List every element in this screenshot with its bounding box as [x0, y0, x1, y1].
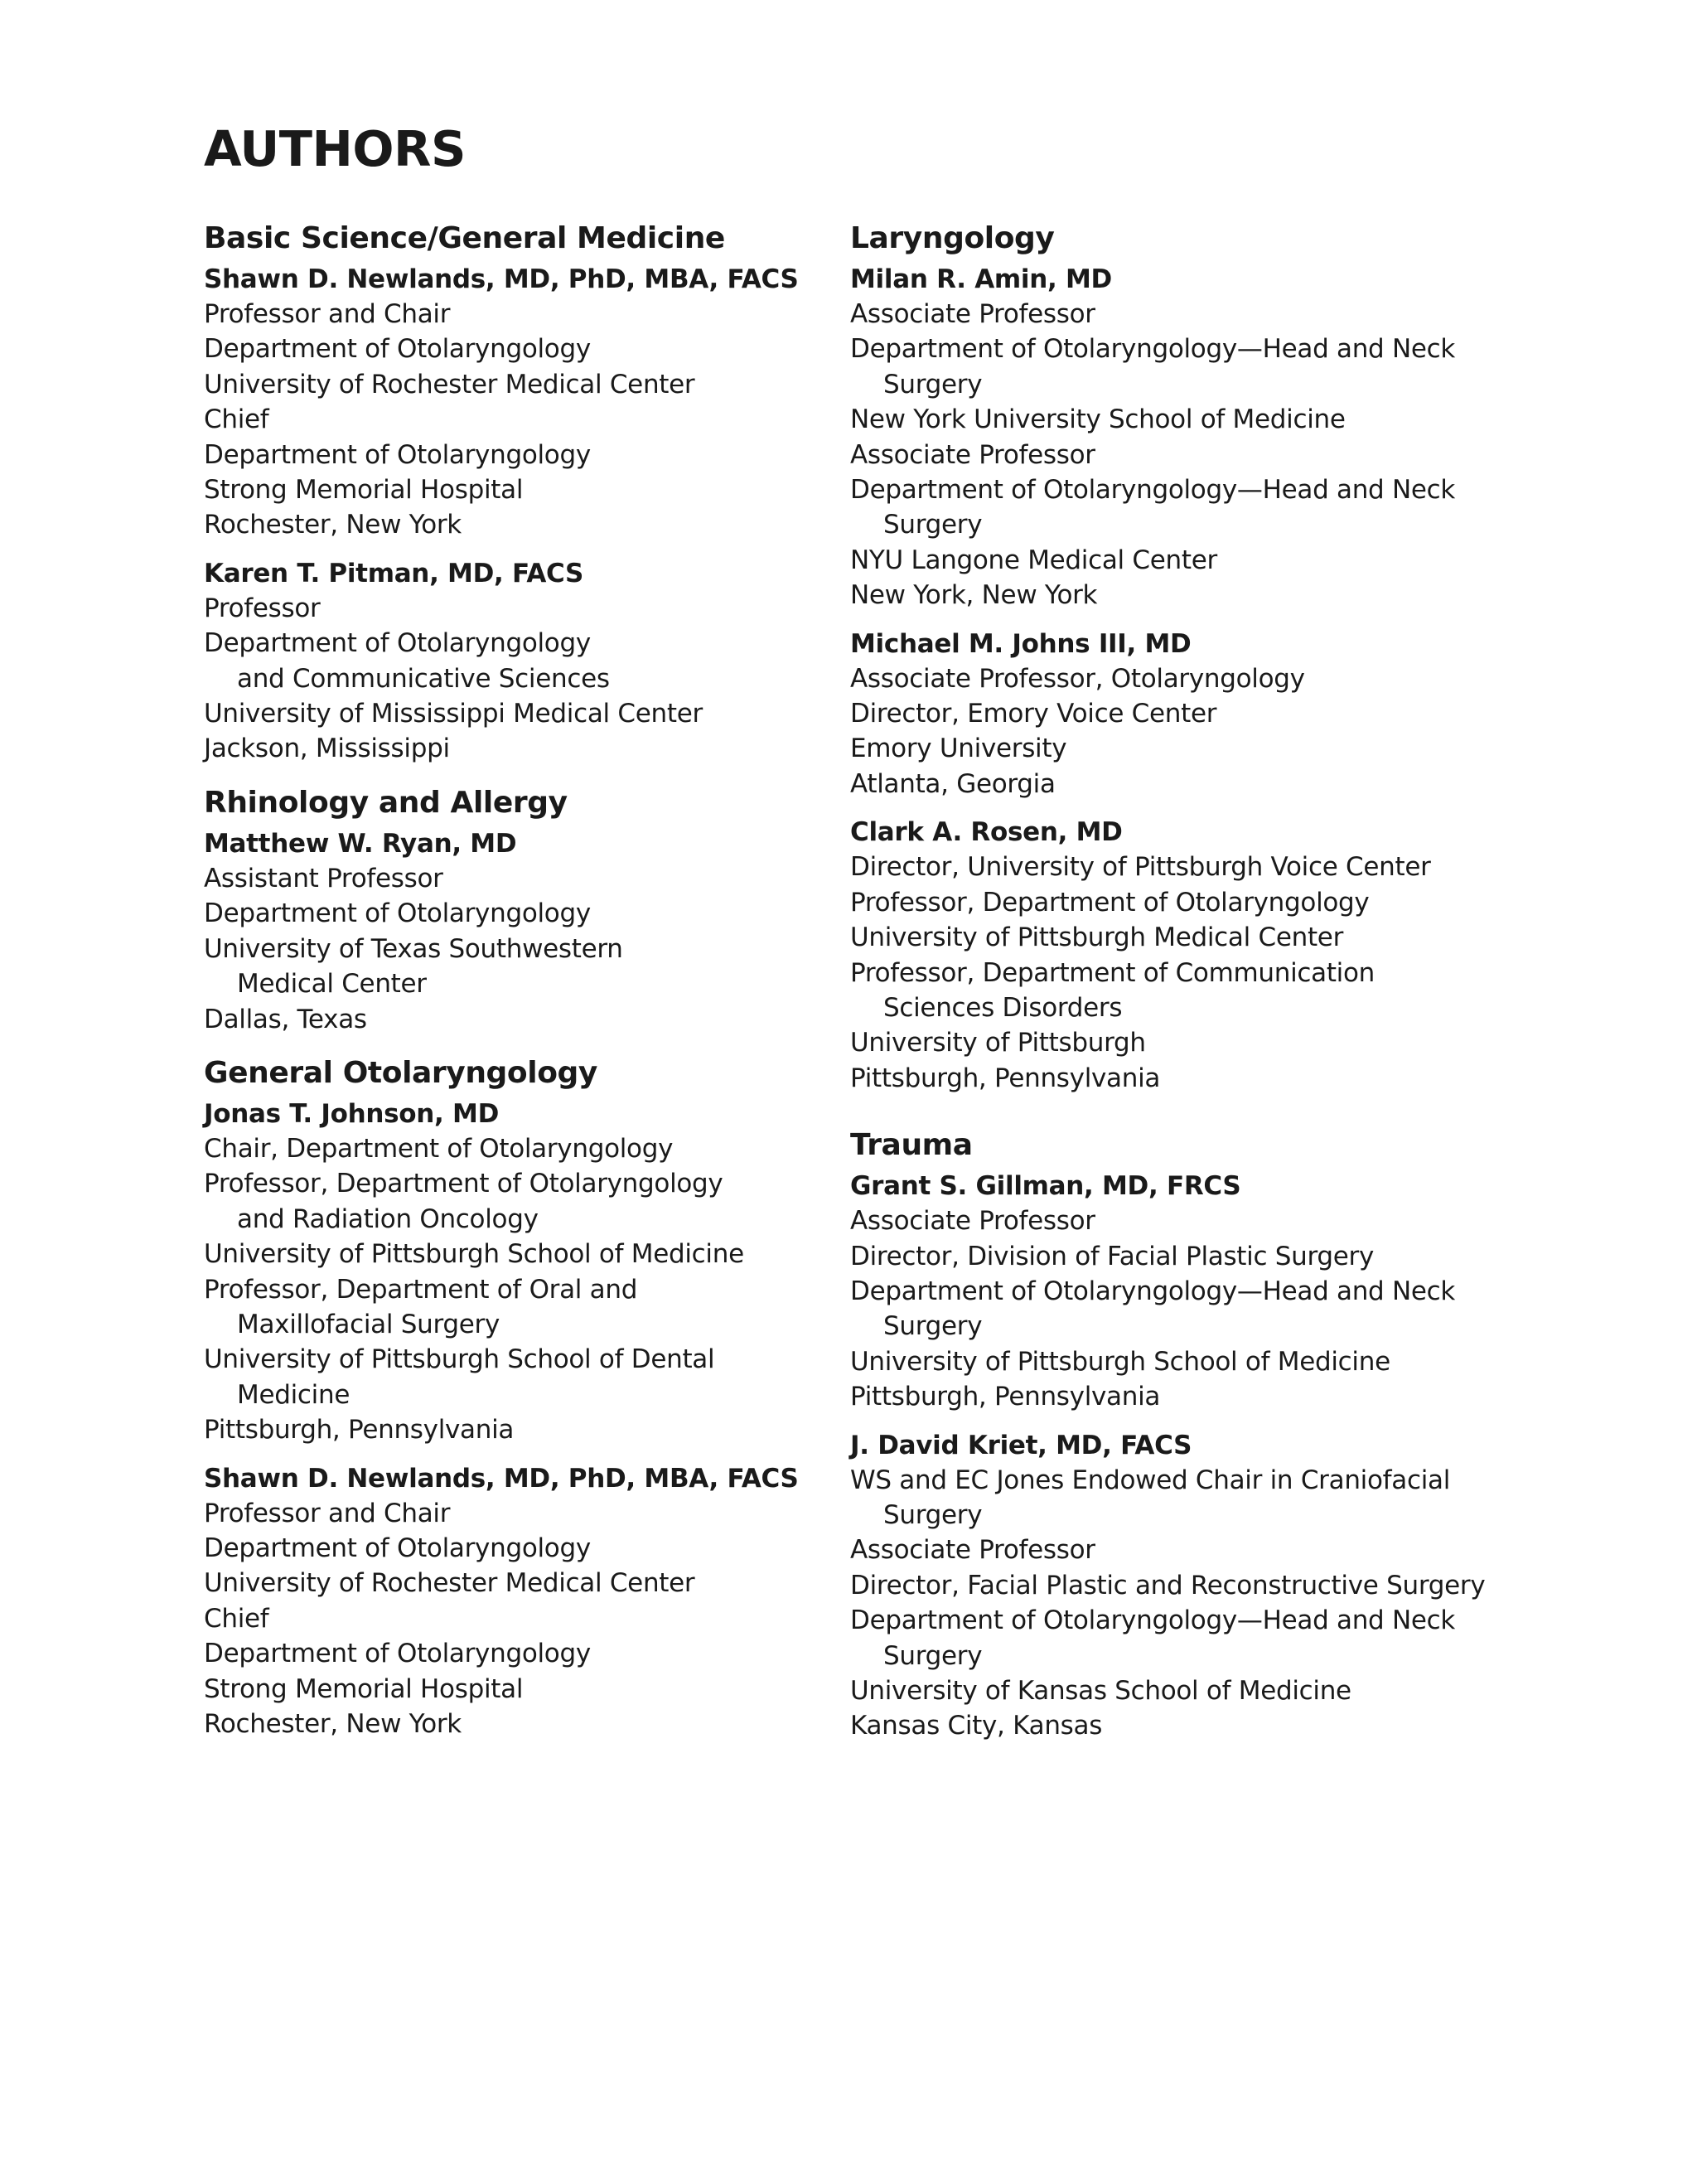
author-entry [204, 826, 834, 1037]
affiliation-line: Department of Otolaryngology—Head and Neck [850, 1276, 1456, 1306]
affiliation-line: Surgery [883, 1499, 983, 1530]
author-entry [850, 627, 1496, 802]
affiliation-line: Professor [204, 593, 321, 623]
affiliation-line: University of Rochester Medical Center [204, 1568, 695, 1599]
author-entry [850, 262, 1496, 613]
affiliation-line: University of Pittsburgh Medical Center [850, 923, 1344, 953]
affiliation-line: Department of Otolaryngology [204, 628, 591, 659]
affiliation-line: Department of Otolaryngology—Head and Neck [850, 475, 1456, 506]
affiliation-line: Medicine [237, 1379, 351, 1410]
affiliation-line: Dallas, Texas [204, 1004, 367, 1034]
affiliation-line: Director, Emory Voice Center [850, 699, 1217, 729]
author-name: Shawn D. Newlands, MD, PhD, MBA, FACS [204, 1463, 799, 1494]
affiliation-line: and Communicative Sciences [237, 663, 610, 694]
author-entry [850, 1428, 1496, 1744]
affiliation-line: University of Rochester Medical Center [204, 369, 695, 400]
affiliation-line: Department of Otolaryngology [204, 898, 591, 929]
section-heading: Trauma [850, 1128, 973, 1163]
author-entry [204, 262, 834, 543]
affiliation-line: Associate Professor [850, 299, 1095, 329]
affiliation-line: New York University School of Medicine [850, 404, 1346, 435]
affiliation-line: Emory University [850, 734, 1067, 764]
affiliation-line: Strong Memorial Hospital [204, 475, 524, 506]
author-section [204, 1050, 834, 1742]
affiliation-line: Pittsburgh, Pennsylvania [850, 1063, 1161, 1093]
affiliation-line: University of Pittsburgh School of Medicine [204, 1239, 744, 1270]
affiliation-line: Chief [204, 1603, 269, 1634]
author-name: Shawn D. Newlands, MD, PhD, MBA, FACS [204, 264, 799, 294]
author-name: Jonas T. Johnson, MD [204, 1098, 500, 1129]
affiliation-line: Maxillofacial Surgery [237, 1309, 500, 1339]
affiliation-line: University of Pittsburgh [850, 1028, 1146, 1058]
author-section [204, 215, 834, 767]
section-heading: Laryngology [850, 221, 1055, 255]
affiliation-line: Department of Otolaryngology [204, 1639, 591, 1669]
affiliation-line: Professor and Chair [204, 299, 451, 329]
affiliation-line: Surgery [883, 510, 983, 540]
affiliation-line: Sciences Disorders [883, 992, 1123, 1023]
affiliation-line: Rochester, New York [204, 1709, 462, 1739]
affiliation-line: Department of Otolaryngology [204, 439, 591, 470]
section-heading: Rhinology and Allergy [204, 785, 568, 820]
affiliation-line: Associate Professor [850, 439, 1095, 470]
affiliation-line: University of Mississippi Medical Center [204, 699, 703, 729]
affiliation-line: Professor, Department of Otolaryngology [850, 887, 1370, 918]
section-heading: General Otolaryngology [204, 1055, 597, 1090]
affiliation-line: University of Kansas School of Medicine [850, 1676, 1351, 1706]
left-column [204, 215, 834, 1741]
right-column [850, 215, 1496, 1744]
affiliation-line: Chair, Department of Otolaryngology [204, 1133, 674, 1164]
affiliation-line: Director, Facial Plastic and Reconstructive Surgery [850, 1570, 1486, 1600]
author-name: Matthew W. Ryan, MD [204, 828, 517, 859]
affiliation-line: Professor and Chair [204, 1498, 451, 1528]
affiliation-line: Pittsburgh, Pennsylvania [204, 1415, 515, 1446]
author-name: J. David Kriet, MD, FACS [850, 1430, 1192, 1460]
author-section [850, 215, 1496, 1096]
affiliation-line: Department of Otolaryngology—Head and Neck [850, 1605, 1456, 1636]
affiliation-line: Director, University of Pittsburgh Voice Center [850, 852, 1431, 883]
affiliation-line: Department of Otolaryngology—Head and Neck [850, 334, 1456, 365]
affiliation-line: Associate Professor [850, 1206, 1095, 1237]
author-name: Milan R. Amin, MD [850, 264, 1112, 294]
author-name: Karen T. Pitman, MD, FACS [204, 558, 584, 588]
affiliation-line: Jackson, Mississippi [204, 734, 450, 764]
affiliation-line: Strong Memorial Hospital [204, 1673, 524, 1704]
author-entry [850, 1169, 1496, 1414]
affiliation-line: Rochester, New York [204, 510, 462, 540]
author-name: Clark A. Rosen, MD [850, 817, 1123, 848]
affiliation-line: Professor, Department of Otolaryngology [204, 1169, 723, 1199]
affiliation-line: Atlanta, Georgia [850, 768, 1056, 799]
affiliation-line: Kansas City, Kansas [850, 1711, 1103, 1741]
affiliation-line: Assistant Professor [204, 863, 443, 893]
affiliation-line: Department of Otolaryngology [204, 1533, 591, 1563]
affiliation-line: and Radiation Oncology [237, 1203, 539, 1234]
affiliation-line: Surgery [883, 1311, 983, 1342]
affiliation-line: Director, Division of Facial Plastic Surgery [850, 1241, 1375, 1271]
section-heading: Basic Science/General Medicine [204, 221, 725, 255]
page-title: AUTHORS [204, 120, 466, 177]
author-section [204, 780, 834, 1037]
author-entry [850, 815, 1496, 1096]
affiliation-line: Surgery [883, 1640, 983, 1671]
affiliation-line: University of Texas Southwestern [204, 933, 623, 964]
author-section [850, 1122, 1496, 1744]
affiliation-line: University of Pittsburgh School of Dental [204, 1344, 715, 1375]
affiliation-line: New York, New York [850, 580, 1098, 611]
affiliation-line: Associate Professor [850, 1535, 1095, 1566]
affiliation-line: Pittsburgh, Pennsylvania [850, 1382, 1161, 1412]
author-name: Grant S. Gillman, MD, FRCS [850, 1171, 1241, 1202]
affiliation-line: Professor, Department of Communication [850, 957, 1375, 988]
affiliation-line: University of Pittsburgh School of Medicine [850, 1346, 1390, 1377]
author-entry [204, 1461, 834, 1742]
affiliation-line: Associate Professor, Otolaryngology [850, 663, 1305, 694]
affiliation-line: Department of Otolaryngology [204, 334, 591, 365]
affiliation-line: Chief [204, 404, 269, 435]
affiliation-line: WS and EC Jones Endowed Chair in Craniofacial [850, 1465, 1451, 1495]
author-name: Michael M. Johns III, MD [850, 628, 1192, 659]
affiliation-line: NYU Langone Medical Center [850, 545, 1217, 575]
author-entry [204, 556, 834, 767]
author-entry [204, 1097, 834, 1448]
affiliation-line: Professor, Department of Oral and [204, 1274, 638, 1305]
affiliation-line: Medical Center [237, 969, 427, 1000]
affiliation-line: Surgery [883, 369, 983, 400]
